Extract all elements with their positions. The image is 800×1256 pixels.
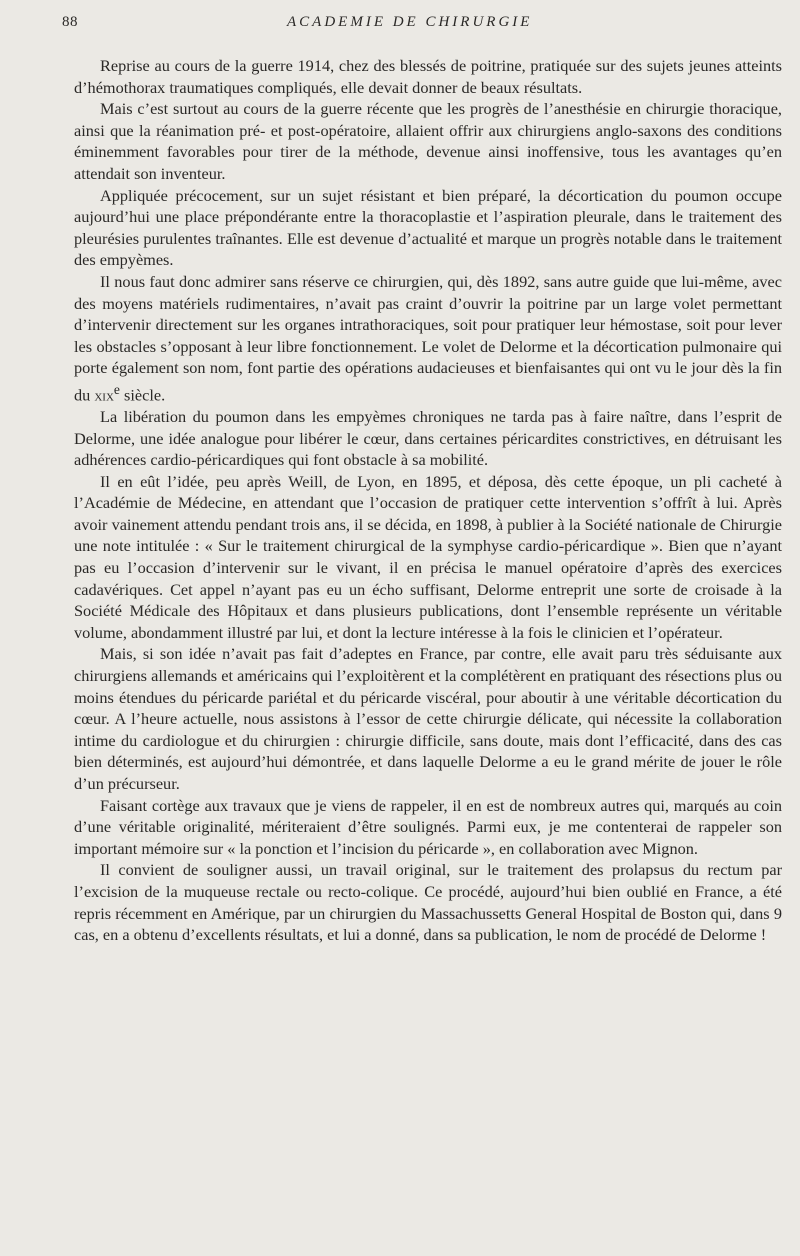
article-body (74, 55, 782, 946)
paragraph (74, 406, 782, 471)
paragraph-text: Il convient de souligner aussi, un travail original, sur le traitement des prolapsus du rectum par l’excision de la muqueuse rectale ou recto-colique. Ce procédé, aujourd’hui bien oublié en France, a été repris récemment en Amérique, par un chirurgien du Massachussetts General Hospital de Boston qui, dans 9 cas, en a obtenu d’excellents résultats, et lui a donné, dans sa publication, le nom de procédé de Delorme ! (74, 860, 782, 945)
running-head (62, 14, 762, 38)
paragraph-text: Mais, si son idée n’avait pas fait d’adeptes en France, par contre, elle avait paru très séduisante aux chirurgiens allemands et américains qui l’exploitèrent et la complétèrent en pratiquant des résections plus ou moins étendues du péricarde pariétal et du péricarde viscéral, pour aboutir à une véritable décortication du cœur. A l’heure actuelle, nous assistons à l’essor de cette chirurgie délicate, qui nécessite la collaboration intime du cardiologue et du chirurgien : chirurgie difficile, sans doute, mais dont l’efficacité, dans des cas bien déterminés, est aujourd’hui démontrée, et dans laquelle Delorme a eu le grand mérite de jouer le rôle d’un précurseur. (74, 644, 782, 794)
paragraph-text: Faisant cortège aux travaux que je viens de rappeler, il en est de nombreux autres qui, marqués au coin d’une véritable originalité, mériteraient d’être soulignés. Parmi eux, je me contenterai de rappeler son important mémoire sur « la ponction et l’incision du péricarde », en collaboration avec Mignon. (74, 795, 782, 858)
paragraph (74, 795, 782, 860)
paragraph (74, 185, 782, 271)
paragraph-text: Appliquée précocement, sur un sujet résistant et bien préparé, la décortication du poumon occupe aujourd’hui une place prépondérante entre la thoracoplastie et l’aspiration pleurale, dans le traitement des pleurésies purulentes traînantes. Elle est devenue d’actualité et marque un progrès notable dans le traitement des empyèmes. (74, 185, 782, 270)
running-title: ACADEMIE DE CHIRURGIE (287, 14, 533, 30)
paragraph-text: Reprise au cours de la guerre 1914, chez des blessés de poitrine, pratiquée sur des sujets jeunes atteints d’hémothorax traumatiques compliqués, elle devait donner de beaux résultats. (74, 56, 782, 97)
paragraph (74, 643, 782, 794)
paragraph-text: Il en eût l’idée, peu après Weill, de Lyon, en 1895, et déposa, dès cette époque, un pli cacheté à l’Académie de Médecine, en attendant que l’occasion de pratiquer cette intervention s’offrît à lui. Après avoir vainement attendu pendant trois ans, il se décida, en 1898, à publier à la Société nationale de Chirurgie une note intitulée : « Sur le traitement chirurgical de la symphyse cardio-péricardique ». Bien que n’ayant pas eu l’occasion d’intervenir sur le vivant, il en précisa le manuel opératoire d’après des exercices cadavériques. Cet appel n’ayant pas eu un écho suffisant, Delorme entreprit une sorte de croisade à la Société Médicale des Hôpitaux et dans plusieurs publications, dont l’ensemble représente un véritable volume, abondamment illustré par lui, et dont la lecture intéresse à la fois le clinicien et l’opérateur. (74, 471, 782, 642)
paragraph-text: La libération du poumon dans les empyèmes chroniques ne tarda pas à faire naître, dans l’esprit de Delorme, une idée analogue pour libérer le cœur, dans certaines péricardites constrictives, en détruisant les adhérences cardio-péricardiques qui font obstacle à sa mobilité. (74, 406, 782, 470)
paragraph (74, 471, 782, 644)
paragraph (74, 98, 782, 184)
paragraph (74, 859, 782, 945)
page-number: 88 (62, 14, 78, 30)
paragraph-tail: siècle. (119, 385, 166, 405)
century-numeral: xix (94, 385, 114, 405)
paragraph (74, 55, 782, 98)
paragraph (74, 271, 782, 406)
paragraph-text: Il nous faut donc admirer sans réserve ce chirurgien, qui, dès 1892, sans autre guide que lui-même, avec des moyens matériels rudimentaires, n’avait pas craint d’ouvrir la poitrine par un large volet permettant d’intervenir directement sur les organes intrathoraciques, soit pour pratiquer leur hémostase, soit pour lever les obstacles s’opposant à leur libre fonctionnement. Le volet de Delorme et la décortication pulmonaire qui porte également son nom, font partie des opérations audacieuses et bienfaisantes qui ont vu le jour dès la fin du (74, 271, 782, 405)
century-superscript: e (113, 381, 120, 397)
paragraph-text: Mais c’est surtout au cours de la guerre récente que les progrès de l’anesthésie en chirurgie thoracique, ainsi que la réanimation pré- et post-opératoire, allaient offrir aux chirurgiens anglo-saxons des conditions éminemment favorables pour tirer de la méthode, devenue ainsi inoffensive, tous les avantages qu’en attendait son inventeur. (74, 99, 782, 183)
